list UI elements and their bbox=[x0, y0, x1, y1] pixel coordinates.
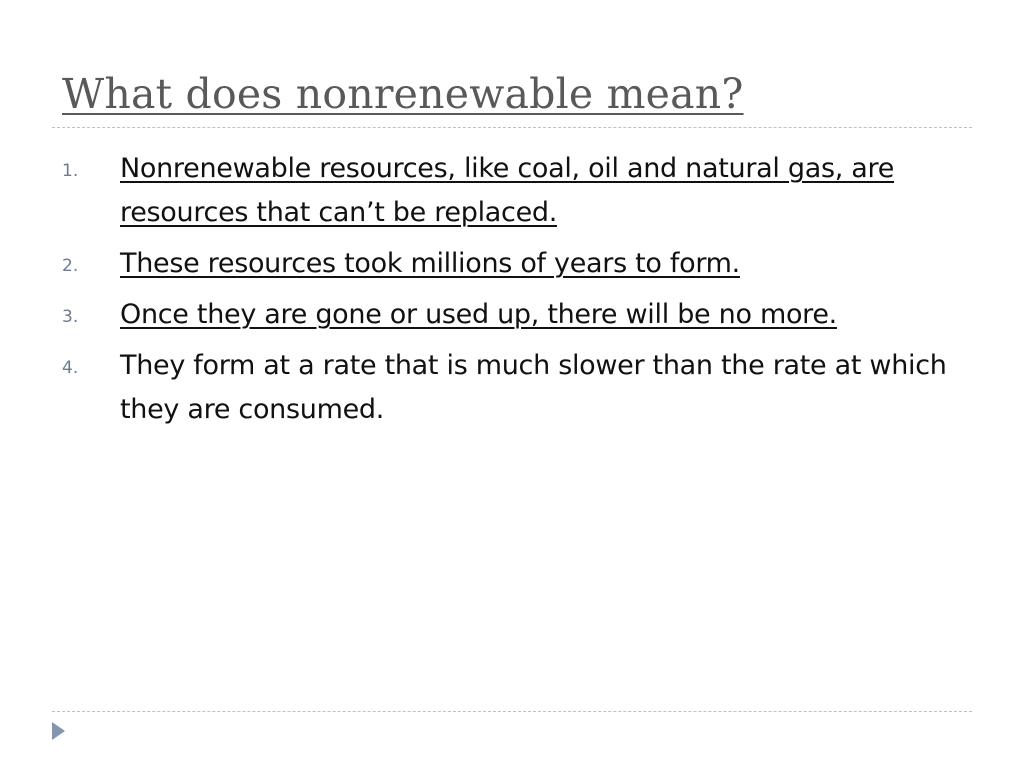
slide-title: What does nonrenewable mean? bbox=[62, 70, 744, 118]
bullet-list bbox=[0, 147, 1024, 439]
footer-divider bbox=[52, 711, 972, 712]
list-item bbox=[0, 344, 1024, 432]
list-item-number: 4. bbox=[62, 358, 79, 378]
title-divider bbox=[52, 127, 972, 128]
list-item-number: 3. bbox=[62, 307, 79, 327]
play-triangle-icon[interactable] bbox=[52, 722, 65, 740]
list-item-text: They form at a rate that is much slower than the rate at which they are consumed. bbox=[120, 350, 947, 425]
list-item bbox=[0, 242, 1024, 286]
list-item-link[interactable]: Once they are gone or used up, there will be no more. bbox=[120, 299, 837, 330]
list-item-number: 2. bbox=[62, 256, 79, 276]
list-item bbox=[0, 293, 1024, 337]
list-item bbox=[0, 147, 1024, 235]
list-item-link[interactable]: Nonrenewable resources, like coal, oil and natural gas, are resources that can’t be replaced. bbox=[120, 153, 895, 228]
list-item-link[interactable]: These resources took millions of years to form. bbox=[120, 248, 740, 279]
list-item-number: 1. bbox=[62, 161, 79, 181]
